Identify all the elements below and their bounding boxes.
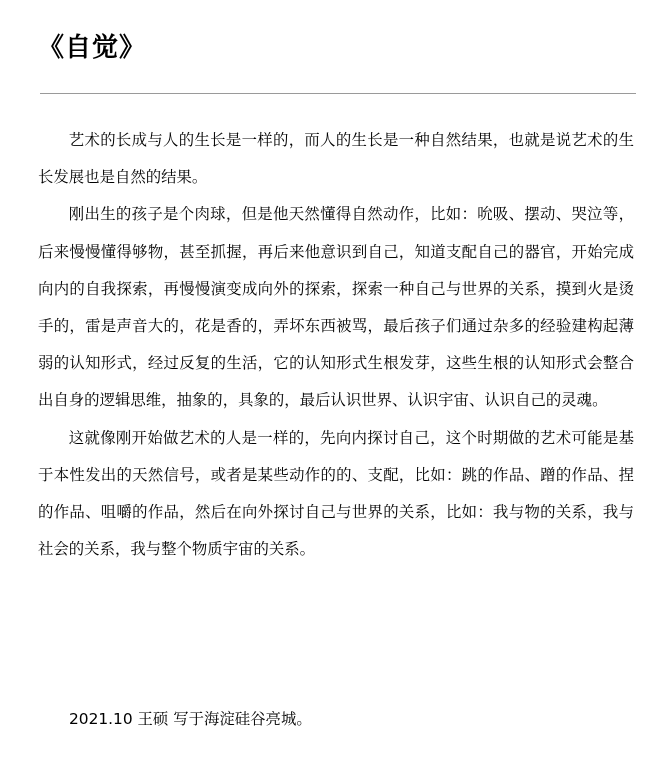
document-body	[38, 122, 634, 568]
body-paragraph-3: 这就像刚开始做艺术的人是一样的，先向内探讨自己，这个时期做的艺术可能是基于本性发出的天然信号，或者是某些动作的的、支配，比如：跳的作品、蹭的作品、捏的作品、咀嚼的作品，然后在向外探讨自己与世界的关系，比如：我与物的关系，我与社会的关系，我与整个物质宇宙的关系。	[38, 428, 634, 559]
title-divider	[40, 93, 636, 94]
body-paragraph-1: 艺术的长成与人的生长是一样的，而人的生长是一种自然结果，也就是说艺术的生长发展也是自然的结果。	[38, 131, 634, 187]
signature-line: 2021.10 王硕 写于海淀硅谷亮城。	[69, 710, 312, 728]
document-title: 《自觉》	[38, 33, 147, 63]
body-paragraph-2: 刚出生的孩子是个肉球，但是他天然懂得自然动作，比如：吮吸、摆动、哭泣等，后来慢慢懂得够物，甚至抓握，再后来他意识到自己，知道支配自己的器官，开始完成向内的自我探索，再慢慢演变成向外的探索，探索一种自己与世界的关系，摸到火是烫手的，雷是声音大的，花是香的，弄坏东西被骂，最后孩子们通过杂多的经验建构起薄弱的认知形式，经过反复的生活，它的认知形式生根发芽，这些生根的认知形式会整合出自身的逻辑思维，抽象的，具象的，最后认识世界、认识宇宙、认识自己的灵魂。	[38, 205, 634, 410]
